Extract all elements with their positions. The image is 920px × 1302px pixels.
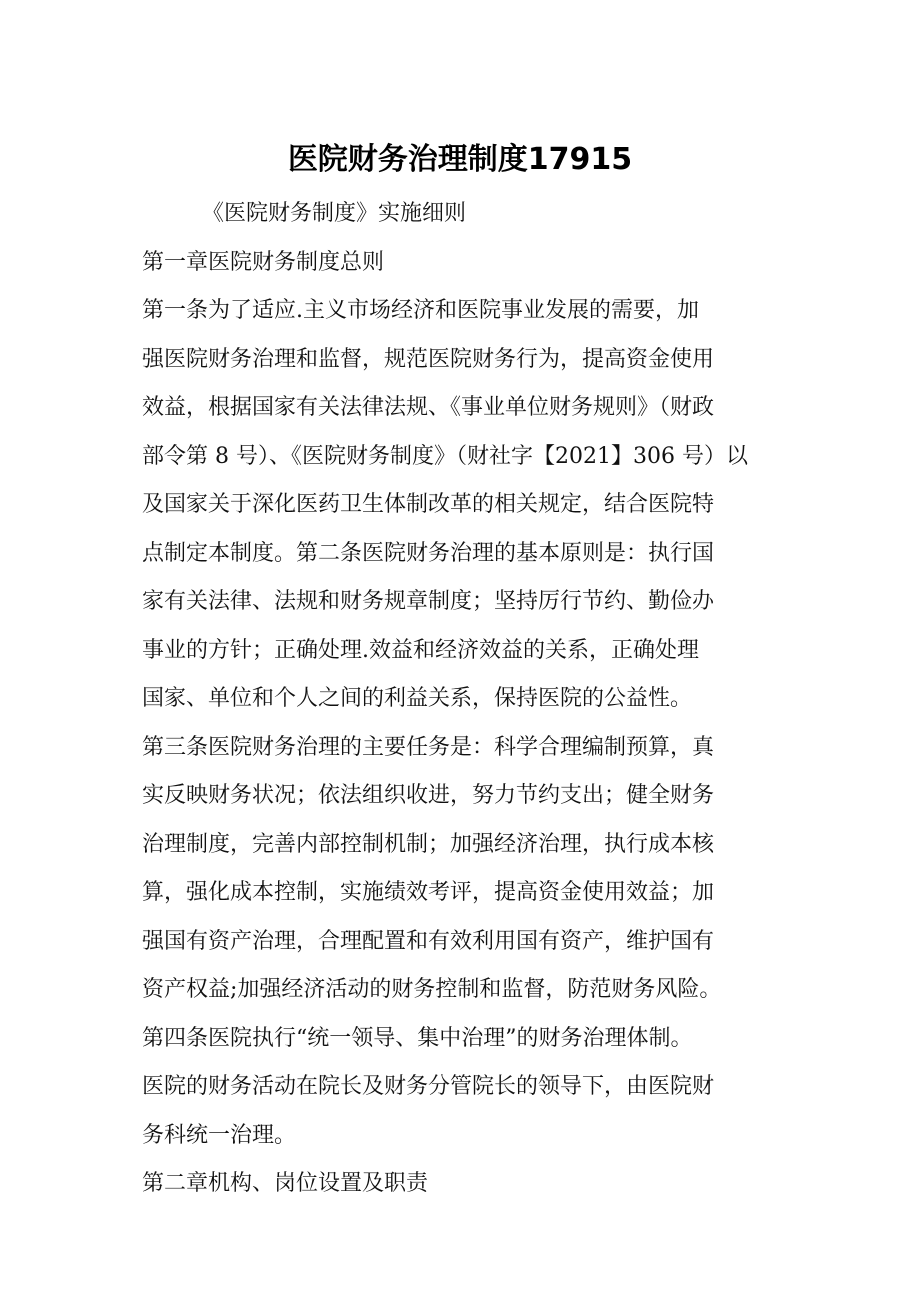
- text-line: 效益，根据国家有关法律法规、《事业单位财务规则》（财政: [142, 395, 715, 420]
- document-subtitle: 《医院财务制度》实施细则: [202, 201, 467, 226]
- text-line: 家有关法律、法规和财务规章制度；坚持厉行节约、勤俭办: [142, 589, 715, 614]
- text-line: 医院的财务活动在院长及财务分管院长的领导下，由医院财: [142, 1074, 715, 1099]
- text-line: 第三条医院财务治理的主要任务是：科学合理编制预算，真: [142, 734, 715, 760]
- text-line: 资产权益;加强经济活动的财务控制和监督，防范财务风险。: [142, 977, 722, 1002]
- text-line: 第四条医院执行“统一领导、集中治理”的财务治理体制。: [142, 1025, 693, 1051]
- text-line: 点制定本制度。第二条医院财务治理的基本原则是：执行国: [142, 540, 715, 566]
- document-body: [142, 190, 792, 1209]
- text-line: 强国有资产治理，合理配置和有效利用国有资产，维护国有: [142, 928, 715, 954]
- text-line: 第二章机构、岗位设置及职责: [142, 1171, 429, 1196]
- text-line: 事业的方针；正确处理.效益和经济效益的关系，正确处理: [142, 637, 699, 663]
- text-line: 国家、单位和个人之间的利益关系，保持医院的公益性。: [142, 686, 693, 711]
- text-line: 算，强化成本控制，实施绩效考评，提高资金使用效益；加: [142, 880, 715, 905]
- text-line: 及国家关于深化医药卫生体制改革的相关规定，结合医院特: [142, 492, 715, 517]
- text-line: 治理制度，完善内部控制机制；加强经济治理，执行成本核: [142, 831, 715, 857]
- text-line: 部令第 8 号）、《医院财务制度》（财社字【2021】306 号）以: [142, 443, 748, 469]
- text-line: 强医院财务治理和监督，规范医院财务行为，提高资金使用: [142, 346, 715, 372]
- text-line: 务科统一治理。: [142, 1122, 297, 1148]
- text-line: 第一条为了适应.主义市场经济和医院事业发展的需要，加: [142, 298, 699, 323]
- text-line: 实反映财务状况；依法组织收进，努力节约支出；健全财务: [142, 783, 715, 808]
- document-title: 医院财务治理制度17915: [287, 142, 633, 178]
- text-line: 第一章医院财务制度总则: [142, 249, 385, 275]
